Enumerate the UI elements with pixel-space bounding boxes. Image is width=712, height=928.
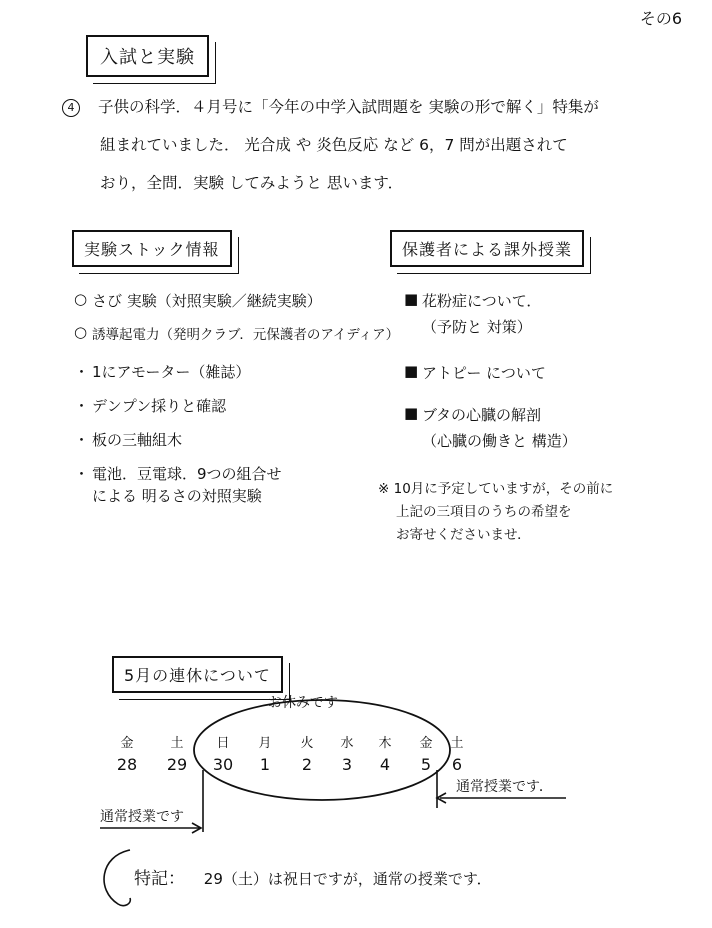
- calendar-day: 水 3: [340, 736, 354, 774]
- calendar-day: 金 5: [419, 736, 433, 774]
- section-title-entrance-exam: 入試と実験: [86, 35, 209, 77]
- list-item: （心臓の働きと 構造）: [422, 432, 577, 450]
- calendar-day: 木 4: [378, 736, 392, 774]
- calendar-day: 土 29: [166, 736, 188, 774]
- note-line-1: ※ 10月に予定していますが，その前に: [378, 481, 614, 497]
- section1-paragraph: [62, 88, 692, 202]
- calendar-day: 月 1: [258, 736, 272, 774]
- footnote-label: 特記：: [134, 869, 185, 889]
- bullet-circle-icon: ○: [74, 323, 88, 341]
- footnote-text: 29（土）は祝日ですが，通常の授業です．: [203, 870, 492, 888]
- bullet-square-icon: ■: [404, 362, 419, 380]
- circled-number: 4: [62, 99, 80, 117]
- arrow-right-head-icon: [437, 793, 446, 803]
- list-item: ○ さび 実験（対照実験／継続実験）: [74, 290, 322, 310]
- list-item: （予防と 対策）: [422, 318, 532, 336]
- list-item: ■ アトピー について: [404, 362, 546, 382]
- list-item: ■ ブタの心臓の解剖: [404, 404, 541, 424]
- list-item: ○ 誘導起電力（発明クラブ．元保護者のアイディア）: [74, 323, 400, 343]
- calendar-day: 金 28: [116, 736, 138, 774]
- note-line-3: お寄せくださいませ．: [396, 527, 531, 543]
- footnote-curl: [104, 850, 130, 906]
- bullet-dot-icon: ・: [74, 431, 90, 449]
- section-title-guardian: 保護者による課外授業: [390, 230, 584, 267]
- calendar-day: 日 30: [212, 736, 234, 774]
- holiday-footnote: [134, 864, 492, 889]
- list-item: による 明るさの対照実験: [92, 487, 262, 505]
- after-holiday-label: 通常授業です．: [456, 779, 553, 795]
- bullet-square-icon: ■: [404, 290, 419, 308]
- bullet-square-icon: ■: [404, 404, 419, 422]
- section1-line-1-text: 子供の科学．４月号に「今年の中学入試問題を 実験の形で解く」特集が: [98, 98, 599, 116]
- section1-line-2: 組まれていました． 光合成 や 炎色反応 など 6，7 問が出題されて: [100, 136, 568, 154]
- list-item: ■ 花粉症について．: [404, 290, 542, 310]
- bullet-dot-icon: ・: [74, 397, 90, 415]
- note-mark: ※: [378, 481, 390, 497]
- list-item: ・ 1にアモーター（雑誌）: [74, 363, 251, 381]
- arrow-left-head-icon: [192, 823, 201, 833]
- section1-line-3: おり，全問．実験 してみようと 思います．: [100, 174, 404, 192]
- note-line-2: 上記の三項目のうちの希望を: [396, 504, 572, 520]
- bullet-dot-icon: ・: [74, 363, 90, 381]
- list-item: ・ 電池．豆電球．9つの組合せ: [74, 465, 282, 483]
- guardian-note: [378, 478, 678, 547]
- bullet-dot-icon: ・: [74, 465, 90, 483]
- list-item: ・ 板の三軸組木: [74, 431, 183, 449]
- section1-line-1: [62, 88, 692, 126]
- section-title-holiday: 5月の連休について: [112, 656, 283, 693]
- calendar-day: 土 6: [450, 736, 464, 774]
- stock-list: [74, 290, 404, 507]
- calendar-day: 火 2: [300, 736, 314, 774]
- section-title-stock: 実験ストック情報: [72, 230, 232, 267]
- list-item: ・ デンプン採りと確認: [74, 397, 227, 415]
- bullet-circle-icon: ○: [74, 290, 88, 308]
- guardian-list: [404, 290, 694, 456]
- rest-label: お休みです: [268, 695, 338, 711]
- before-holiday-label: 通常授業です: [100, 809, 184, 825]
- page-number: その6: [639, 9, 682, 28]
